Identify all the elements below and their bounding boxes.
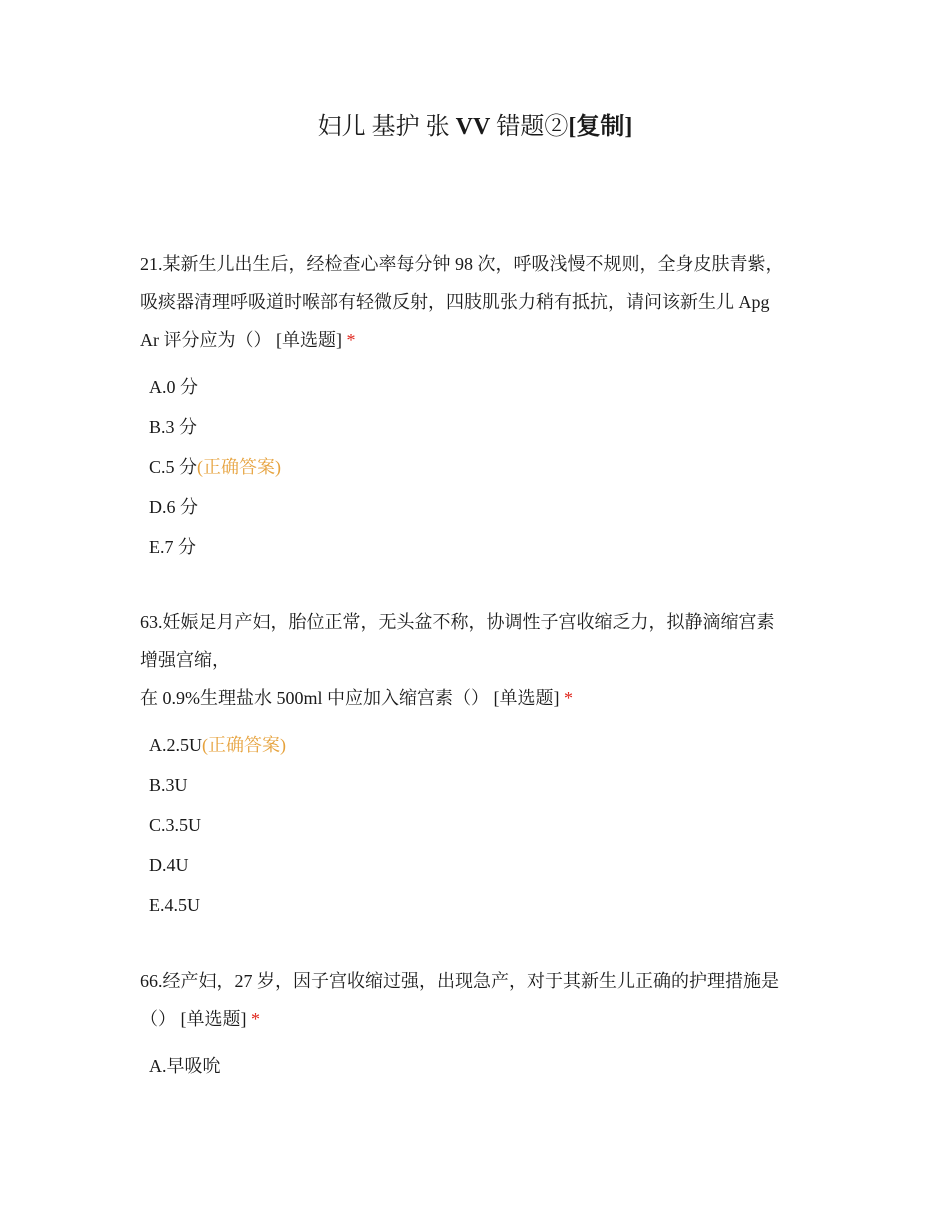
- required-mark: *: [251, 1009, 260, 1029]
- options-list: [140, 367, 820, 567]
- option-a[interactable]: A.2.5U(正确答案): [149, 735, 286, 755]
- question-line: 在 0.9%生理盐水 500ml 中应加入缩宫素（） [单选题] *: [140, 688, 573, 708]
- option-d[interactable]: D.4U: [149, 855, 189, 875]
- option-c[interactable]: C.5 分(正确答案): [149, 457, 282, 477]
- question-line: 吸痰器清理呼吸道时喉部有轻微反射，四肢肌张力稍有抵抗，请问该新生儿 Apg: [140, 292, 770, 312]
- option-b[interactable]: B.3 分: [149, 417, 198, 437]
- question-line: Ar 评分应为（） [单选题] *: [140, 330, 356, 350]
- question-line: 21.某新生儿出生后，经检查心率每分钟 98 次，呼吸浅慢不规则，全身皮肤青紫，: [140, 254, 784, 274]
- option-c[interactable]: C.3.5U: [149, 815, 202, 835]
- option-a[interactable]: A.早吸吮: [149, 1056, 221, 1076]
- title-part3: 错题②: [490, 114, 569, 140]
- question-63: [140, 603, 820, 925]
- question-line: 63.妊娠足月产妇，胎位正常，无头盆不称，协调性子宫收缩乏力，拟静滴缩宫素: [140, 612, 775, 632]
- title-part4: [复制]: [568, 114, 633, 140]
- question-line: （） [单选题] *: [140, 1009, 260, 1029]
- question-21: [140, 245, 820, 567]
- option-b[interactable]: B.3U: [149, 775, 188, 795]
- question-line: 增强宫缩，: [140, 650, 230, 670]
- question-line: 66.经产妇，27 岁，因子宫收缩过强，出现急产，对于其新生儿正确的护理措施是: [140, 971, 779, 991]
- correct-answer-tag: (正确答案): [202, 735, 286, 755]
- options-list: [140, 725, 820, 925]
- required-mark: *: [346, 330, 356, 350]
- title-part1: 妇儿 基护 张: [317, 114, 456, 140]
- option-d[interactable]: D.6 分: [149, 497, 198, 517]
- question-text: [140, 245, 820, 359]
- correct-answer-tag: (正确答案): [197, 457, 282, 477]
- question-66: [140, 962, 820, 1086]
- required-mark: *: [563, 688, 573, 708]
- option-e[interactable]: E.4.5U: [149, 895, 200, 915]
- options-list: [140, 1046, 820, 1086]
- question-text: [140, 603, 820, 717]
- option-e[interactable]: E.7 分: [149, 537, 196, 557]
- page-title: [0, 110, 950, 144]
- question-text: [140, 962, 820, 1038]
- option-a[interactable]: A.0 分: [149, 377, 198, 397]
- title-part2: VV: [455, 114, 491, 140]
